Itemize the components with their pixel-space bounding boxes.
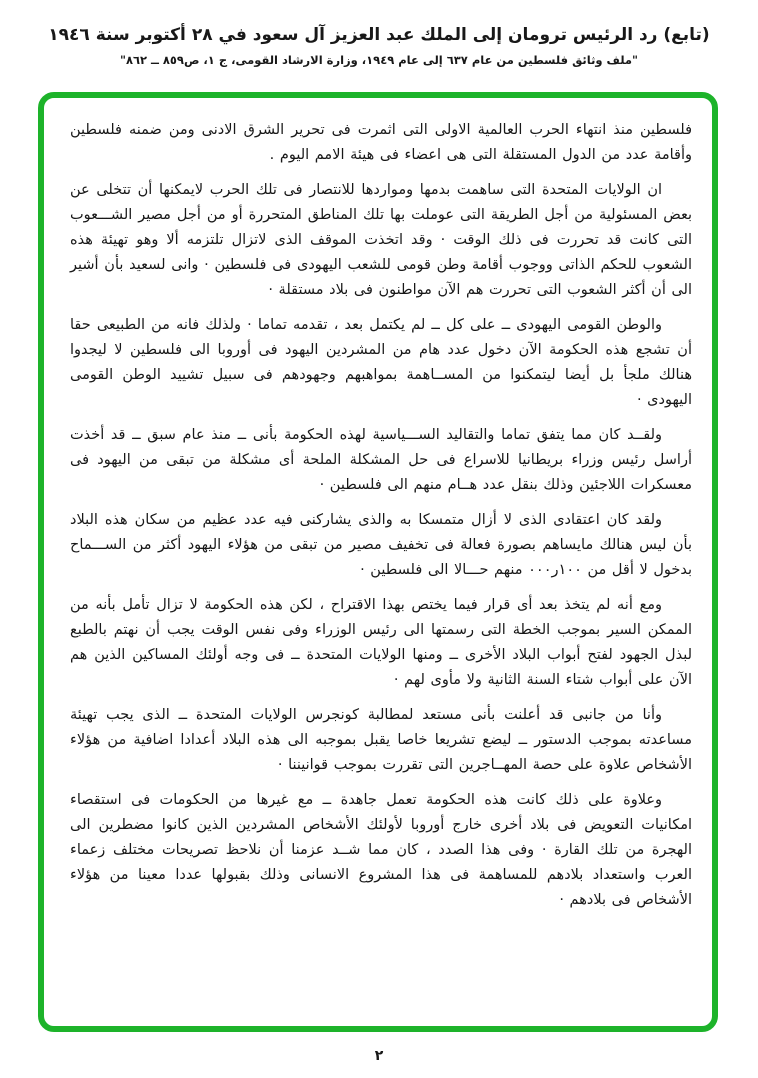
page-number: ٢ [374,1048,384,1064]
paragraph: ومع أنه لم يتخذ بعد أى قرار فيما يختص بهذا الاقتراح ، لكن هذه الحكومة لا تزال تأمل بأنه من الممكن السير بموجب الخطة التى رسمتها الى رئيس الوزراء وفى نفس الوقت يجب أن نهتم بالطبع لبذل الجهود لفتح أبواب البلاد الأخرى ــ ومنها الولايات المتحدة ــ فى وجه أولئك المساكين الذين هم الآن على أبواب شتاء السنة الثانية ولا مأوى لهم · [70,597,692,688]
page-header [0,0,758,68]
paragraph: ولقد كان اعتقادى الذى لا أزال متمسكا به والذى يشاركنى فيه عدد عظيم من سكان هذه البلاد بأن ليس هنالك مايساهم بصورة فعالة فى تخفيف مصير من تبقى من هؤلاء اليهود أكثر من الســـماح بدخول لا أقل من ١٠٠ر٠٠٠ منهم حـــالا الى فلسطين · [70,512,692,578]
paragraph: وأنا من جانبى قد أعلنت بأنى مستعد لمطالبة كونجرس الولايات المتحدة ــ الذى يجب تهيئة مساعدته بموجب الدستور ــ ليضع تشريعا خاصا يقبل بموجبه الى هذه البلاد أعدادا اضافية من هؤلاء الأشخاص علاوة على حصة المهــاجرين التى تقررت بموجب قوانيننا · [70,707,692,773]
document-title: (تابع) رد الرئيس ترومان إلى الملك عبد العزيز آل سعود في ٢٨ أكتوبر سنة ١٩٤٦ [48,25,710,45]
paragraph: ولقــد كان مما يتفق تماما والتقاليد الســـياسية لهذه الحكومة بأنى ــ منذ عام سبق ــ قد أخذت أراسل رئيس وزراء بريطانيا للاسراع فى حل المشكلة الملحة أى مشكلة من تبقى من اليهود فى معسكرات اللاجئين وذلك بنقل عدد هــام منهم الى فلسطين · [70,427,692,493]
paragraph: فلسطين منذ انتهاء الحرب العالمية الاولى التى اثمرت فى تحرير الشرق الادنى ومن ضمنه فلسطين وأقامة عدد من الدول المستقلة التى هى اعضاء فى هيئة الامم اليوم . [70,122,692,163]
paragraph: والوطن القومى اليهودى ــ على كل ــ لم يكتمل بعد ، تقدمه تماما · ولذلك فانه من الطبيعى حقا أن تشجع هذه الحكومة الآن دخول عدد هام من المشردين اليهود فى أوروبا الى فلسطين لا ليجدوا هنالك ملجأ بل أيضا ليتمكنوا من المســاهمة بمواهبهم وجهودهم فى سبيل تشييد الوطن القومى اليهودى · [70,317,692,408]
green-border-text-frame [38,92,718,1032]
paragraph: وعلاوة على ذلك كانت هذه الحكومة تعمل جاهدة ــ مع غيرها من الحكومات فى استقصاء امكانيات التعويض فى بلاد أخرى خارج أوروبا لأولئك الأشخاص المشردين الذين كانوا مضطرين الى الهجرة من تلك القارة · وفى هذا الصدد ، كان مما شــد عزمنا أن نلاحظ تصريحات مختلف زعماء العرب واستعداد بلادهم للمساهمة فى هذا المشروع الانسانى وذلك بقبولها عددا معينا من هؤلاء الأشخاص فى بلادهم · [70,792,692,908]
paragraph: ان الولايات المتحدة التى ساهمت بدمها ومواردها للانتصار فى تلك الحرب لايمكنها أن تتخلى عن بعض المسئولية من أجل الطريقة التى عوملت بها تلك المناطق المتحررة أو من أجل مصير الشـــعوب التى كانت قد تحررت فى ذلك الوقت · وقد اتخذت الموقف الذى لاتزال تلتزمه ألا وهو تهيئة هذه الشعوب للحكم الذاتى ووجوب أقامة وطن قومى للشعب اليهودى فى فلسطين · وانى لسعيد بأن أشير الى أن أكثر الشعوب التى تحررت هم الآن مواطنون فى بلاد مستقلة · [70,182,692,298]
document-source-citation: "ملف وثائق فلسطين من عام ٦٣٧ إلى عام ١٩٤٩، وزارة الارشاد القومى، ج ١، ص٨٥٩ ــ ٨٦٢" [119,52,639,67]
